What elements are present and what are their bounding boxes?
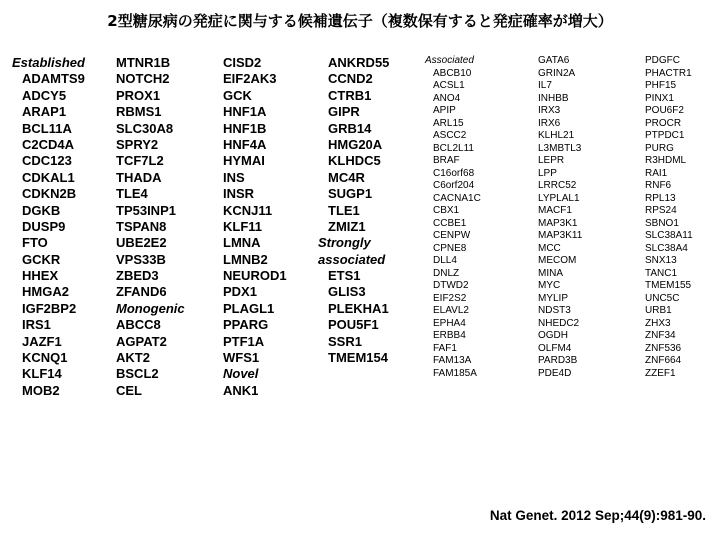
gene-name: MINA: [538, 267, 563, 279]
gene-name: CEL: [116, 382, 142, 398]
gene-name: VPS33B: [116, 251, 166, 267]
gene-name: GCK: [223, 87, 252, 103]
gene-name: SLC30A8: [116, 120, 174, 136]
gene-name: CISD2: [223, 55, 262, 70]
gene-name: ZMIZ1: [328, 218, 366, 234]
gene-name: DGKB: [22, 202, 61, 218]
gene-name: HMGA2: [22, 284, 69, 300]
gene-name: ANKRD55: [328, 55, 390, 70]
gene-name: MTNR1B: [116, 55, 171, 70]
gene-name: PTF1A: [223, 333, 265, 349]
category-heading: Monogenic: [116, 300, 185, 316]
gene-name: ZZEF1: [645, 367, 676, 379]
gene-name: GATA6: [538, 55, 570, 66]
gene-column-6: [538, 55, 582, 380]
gene-name: DLL4: [433, 255, 457, 266]
gene-name: TMEM154: [328, 350, 388, 366]
gene-name: DTWD2: [433, 280, 469, 291]
gene-name: DNLZ: [433, 267, 460, 279]
category-heading: Strongly: [318, 235, 371, 251]
gene-name: APIP: [433, 105, 456, 116]
gene-name: L3MBTL3: [538, 142, 582, 154]
gene-name: ZBED3: [116, 268, 159, 284]
gene-name: AGPAT2: [116, 333, 167, 349]
gene-name: EPHA4: [433, 317, 466, 329]
gene-name: CPNE8: [433, 242, 467, 254]
gene-name: GLIS3: [328, 284, 366, 300]
gene-name: MAP3K11: [538, 230, 583, 241]
gene-name: CBX1: [433, 205, 460, 216]
gene-name: ETS1: [328, 268, 361, 284]
gene-name: FAM185A: [433, 367, 477, 379]
gene-name: GIPR: [328, 104, 360, 120]
gene-name: POU6F2: [645, 105, 684, 116]
gene-name: R3HDML: [645, 155, 687, 166]
gene-name: C16orf68: [433, 167, 475, 179]
gene-name: FAF1: [433, 342, 457, 354]
gene-name: CACNA1C: [433, 192, 481, 204]
category-heading: Novel: [223, 366, 259, 382]
category-heading: Established: [12, 55, 85, 70]
gene-name: ASCC2: [433, 130, 467, 141]
gene-name: POU5F1: [328, 317, 379, 333]
gene-name: KCNJ11: [223, 202, 273, 218]
gene-name: LEPR: [538, 155, 565, 166]
gene-name: PDE4D: [538, 367, 572, 379]
gene-name: PTPDC1: [645, 130, 685, 141]
gene-name: RPL13: [645, 192, 676, 204]
gene-name: IL7: [538, 80, 552, 91]
gene-name: IRS1: [22, 317, 51, 333]
category-heading: associated: [318, 251, 386, 267]
gene-column-7: [645, 55, 693, 380]
gene-name: TMEM155: [645, 280, 692, 291]
gene-name: SLC38A4: [645, 242, 688, 254]
gene-name: SSR1: [328, 333, 362, 349]
gene-name: KLHDC5: [328, 153, 381, 169]
gene-name: RPS24: [645, 205, 677, 216]
gene-name: ABCC8: [116, 317, 161, 333]
gene-name: PDX1: [223, 284, 257, 300]
gene-name: EIF2AK3: [223, 71, 277, 87]
gene-name: CDKN2B: [22, 186, 77, 202]
gene-name: ARAP1: [22, 104, 67, 120]
gene-name: TLE4: [116, 186, 148, 202]
gene-name: ARL15: [433, 117, 464, 129]
gene-name: MECOM: [538, 255, 577, 266]
gene-name: ABCB10: [433, 67, 472, 79]
gene-name: ZNF34: [645, 330, 676, 341]
gene-name: ZHX3: [645, 317, 671, 329]
gene-name: SBNO1: [645, 217, 679, 229]
gene-name: MC4R: [328, 169, 365, 185]
gene-name: PARD3B: [538, 355, 578, 366]
gene-name: MYC: [538, 280, 561, 291]
gene-name: PHACTR1: [645, 67, 692, 79]
gene-name: TSPAN8: [116, 218, 167, 234]
gene-name: C6orf204: [433, 180, 475, 191]
category-heading: Associated: [425, 55, 474, 66]
gene-name: CCBE1: [433, 217, 467, 229]
gene-name: PDGFC: [645, 55, 680, 66]
gene-name: GRB14: [328, 120, 372, 136]
gene-name: INS: [223, 169, 245, 185]
gene-name: KCNQ1: [22, 350, 68, 366]
gene-name: PURG: [645, 142, 674, 154]
gene-name: LPP: [538, 167, 557, 179]
gene-name: GRIN2A: [538, 67, 576, 79]
gene-name: HMG20A: [328, 136, 383, 152]
gene-name: IGF2BP2: [22, 300, 77, 316]
gene-name: MAP3K1: [538, 217, 578, 229]
gene-name: HNF1A: [223, 104, 267, 120]
gene-name: THADA: [116, 169, 162, 185]
gene-name: LMNA: [223, 235, 261, 251]
gene-name: C2CD4A: [22, 136, 75, 152]
slide-title: 2型糖尿病の発症に関与する候補遺伝子（複数保有すると発症確率が増大）: [107, 12, 613, 30]
gene-name: IRX6: [538, 117, 561, 129]
gene-name: JAZF1: [22, 333, 62, 349]
gene-name: BSCL2: [116, 366, 159, 382]
gene-column-5: [425, 55, 481, 380]
gene-name: HNF1B: [223, 120, 267, 136]
gene-name: ELAVL2: [433, 305, 469, 316]
gene-name: BCL2L11: [433, 142, 474, 154]
gene-name: ZFAND6: [116, 284, 167, 300]
gene-name: GCKR: [22, 251, 61, 267]
gene-name: MOB2: [22, 382, 60, 398]
gene-name: RNF6: [645, 180, 672, 191]
gene-name: HYMAI: [223, 153, 265, 169]
gene-name: BRAF: [433, 155, 460, 166]
gene-name: PINX1: [645, 92, 674, 104]
gene-name: ADAMTS9: [22, 71, 85, 87]
gene-name: SUGP1: [328, 186, 373, 202]
gene-name: PLAGL1: [223, 300, 275, 316]
gene-name: ADCY5: [22, 87, 67, 103]
gene-name: KLF11: [223, 218, 263, 234]
gene-name: LYPLAL1: [538, 192, 580, 204]
gene-name: ACSL1: [433, 80, 465, 91]
gene-name: PPARG: [223, 317, 269, 333]
gene-name: PHF15: [645, 80, 677, 91]
gene-name: FTO: [22, 235, 48, 251]
gene-name: ANO4: [433, 92, 461, 104]
gene-name: HHEX: [22, 268, 59, 284]
gene-name: PROCR: [645, 117, 682, 129]
gene-name: MCC: [538, 242, 561, 254]
gene-name: CCND2: [328, 71, 373, 87]
gene-name: NHEDC2: [538, 317, 580, 329]
gene-column-1: [12, 55, 85, 399]
gene-name: DUSP9: [22, 218, 66, 234]
gene-name: LRRC52: [538, 180, 577, 191]
gene-name: PLEKHA1: [328, 300, 389, 316]
gene-name: UBE2E2: [116, 235, 167, 251]
gene-name: UNC5C: [645, 292, 680, 304]
gene-name: INHBB: [538, 92, 569, 104]
gene-name: KLF14: [22, 366, 62, 382]
gene-name: ZNF664: [645, 355, 682, 366]
gene-name: NOTCH2: [116, 71, 170, 87]
gene-name: CENPW: [433, 230, 471, 241]
gene-name: URB1: [645, 305, 672, 316]
gene-name: WFS1: [223, 350, 260, 366]
gene-column-4: [318, 55, 390, 366]
gene-name: TLE1: [328, 202, 360, 218]
gene-name: TANC1: [645, 267, 678, 279]
gene-name: ZNF536: [645, 342, 682, 354]
gene-name: ANK1: [223, 382, 259, 398]
gene-column-3: [223, 55, 287, 399]
gene-column-2: [116, 55, 185, 399]
gene-name: SPRY2: [116, 136, 159, 152]
gene-name: RAI1: [645, 167, 668, 179]
gene-name: SNX13: [645, 255, 677, 266]
gene-name: ERBB4: [433, 330, 466, 341]
gene-name: SLC38A11: [645, 230, 693, 241]
gene-name: LMNB2: [223, 251, 268, 267]
gene-name: INSR: [223, 186, 255, 202]
gene-name: NDST3: [538, 305, 571, 316]
gene-name: TP53INP1: [116, 202, 176, 218]
gene-name: EIF2S2: [433, 292, 467, 304]
gene-name: OGDH: [538, 330, 568, 341]
gene-name: CDC123: [22, 153, 72, 169]
gene-name: MACF1: [538, 205, 572, 216]
gene-name: KLHL21: [538, 130, 575, 141]
citation: Nat Genet. 2012 Sep;44(9):981-90.: [489, 508, 706, 523]
gene-name: HNF4A: [223, 136, 267, 152]
gene-name: TCF7L2: [116, 153, 164, 169]
gene-name: OLFM4: [538, 342, 572, 354]
gene-name: NEUROD1: [223, 268, 287, 284]
gene-name: BCL11A: [22, 120, 72, 136]
gene-name: MYLIP: [538, 292, 569, 304]
gene-name: RBMS1: [116, 104, 162, 120]
gene-name: PROX1: [116, 87, 161, 103]
gene-name: FAM13A: [433, 355, 472, 366]
gene-name: AKT2: [116, 350, 150, 366]
gene-name: IRX3: [538, 105, 561, 116]
gene-name: CTRB1: [328, 87, 372, 103]
gene-name: CDKAL1: [22, 169, 75, 185]
